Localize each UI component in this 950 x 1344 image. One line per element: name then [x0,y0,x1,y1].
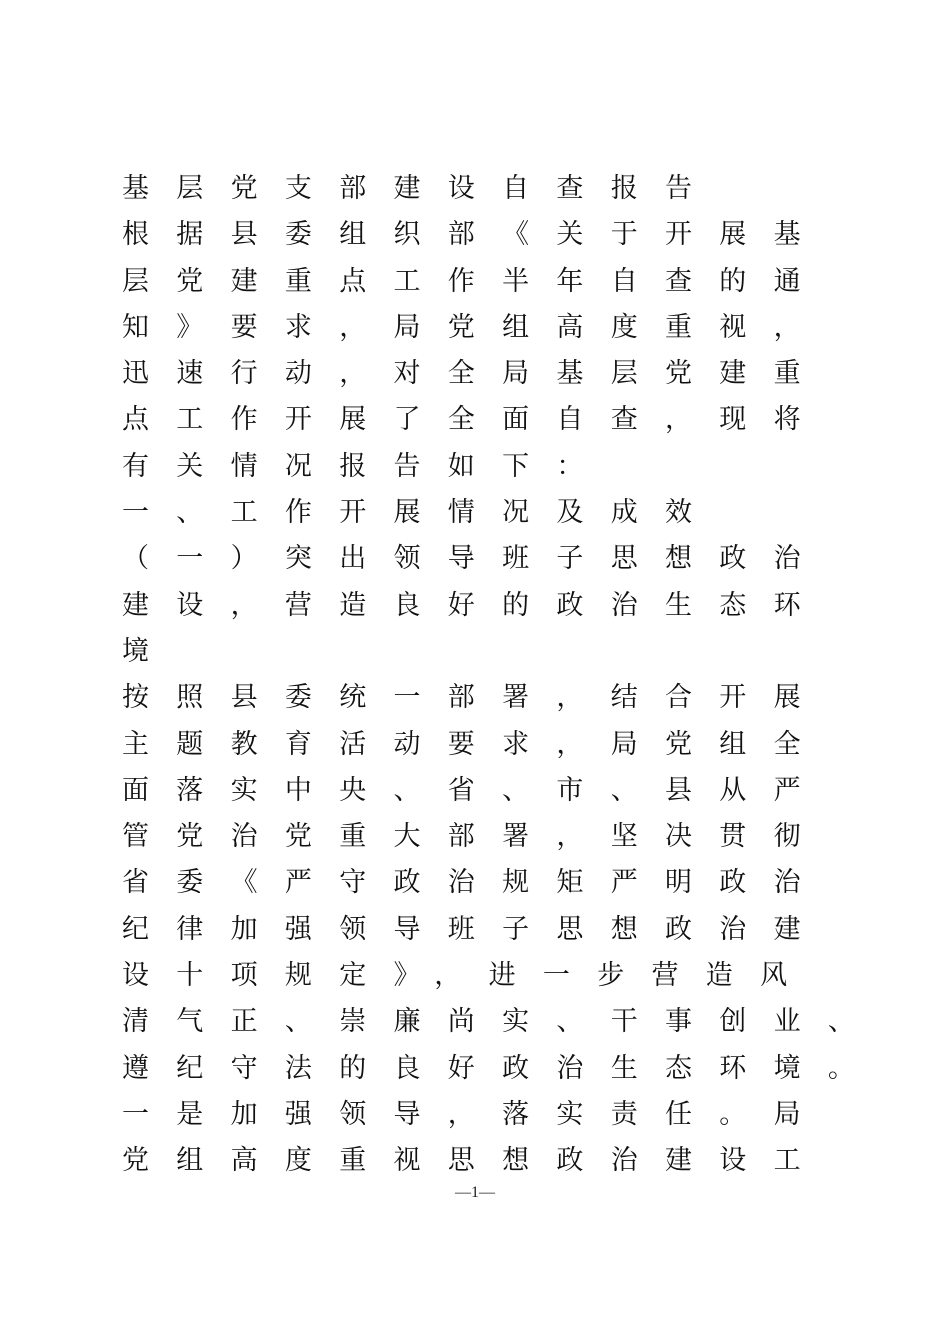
text-line: 一是加强领导，落实责任。局 [122,1098,828,1130]
text-line: 有关情况报告如下： [122,450,611,482]
page-number: —1— [455,1184,495,1201]
text-line: 省委《严守政治规矩严明政治 [122,867,828,899]
text-line: 遵纪守法的良好政治生态环境。 [122,1052,883,1084]
subsection-heading: 境 [122,635,177,667]
document-body [122,166,883,1185]
subsection-heading: （一）突出领导班子思想政治 [122,543,828,575]
subsection-heading: 建设，营造良好的政治生态环 [122,589,828,621]
text-line: 根据县委组织部《关于开展基 [122,219,828,251]
text-line: 按照县委统一部署，结合开展 [122,682,828,714]
text-line: 管党治党重大部署，坚决贯彻 [122,821,828,853]
section-heading: 一、工作开展情况及成效 [122,497,720,529]
text-line: 面落实中央、省、市、县从严 [122,774,828,806]
document-title: 基层党支部建设自查报告 [122,173,720,204]
text-line: 层党建重点工作半年自查的通 [122,265,828,297]
text-line: 党组高度重视思想政治建设工 [122,1145,828,1177]
text-line: 纪律加强领导班子思想政治建 [122,913,828,945]
text-line: 主题教育活动要求，局党组全 [122,728,828,760]
text-line: 清气正、崇廉尚实、干事创业、 [122,1006,883,1038]
text-line: 知》要求，局党组高度重视， [122,311,828,343]
text-line: 点工作开展了全面自查，现将 [122,404,828,436]
text-line: 迅速行动，对全局基层党建重 [122,358,828,390]
text-line: 设十项规定》，进一步营造风 [122,960,815,992]
